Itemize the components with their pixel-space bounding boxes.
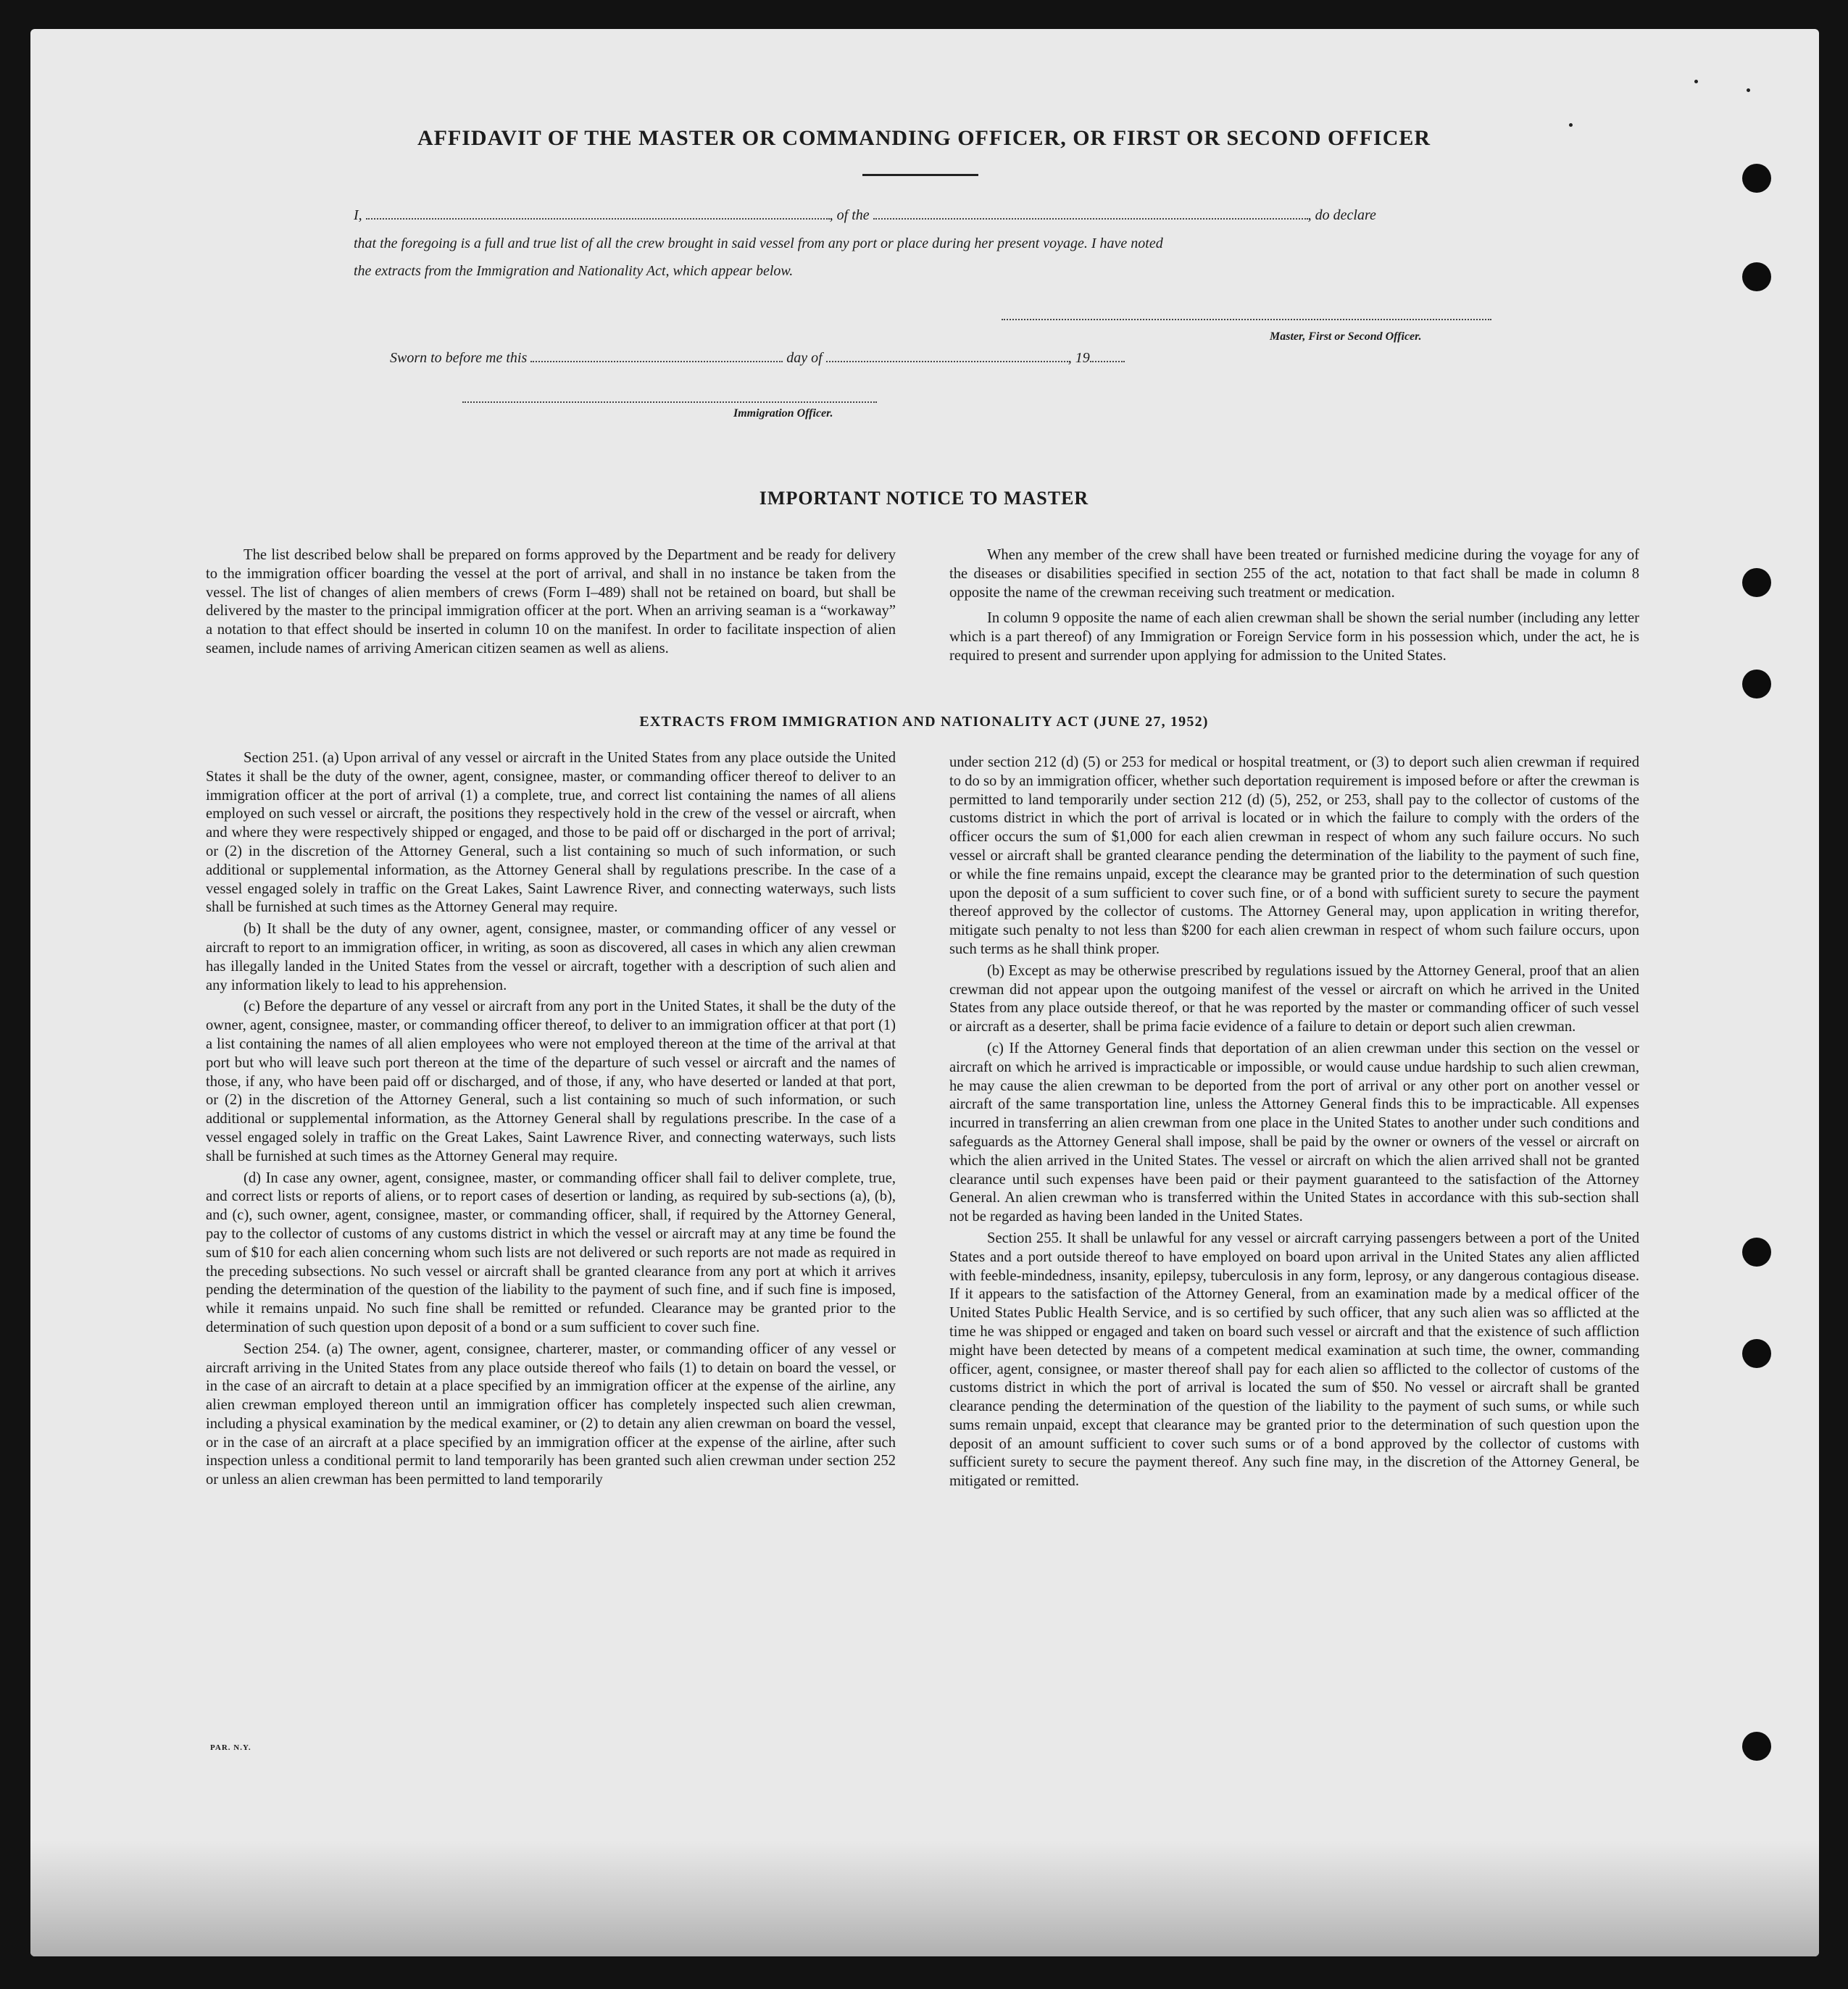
title-underline	[862, 174, 978, 176]
sworn-year: , 19	[1067, 350, 1090, 366]
statute-paragraph: (c) Before the departure of any vessel or aircraft from any port in the United States, it shall be the duty of the owner, agent, consignee, master, or commanding officer thereof, to deliver to an immigration officer at that port (1) a list containing the names of all alien employees who were not employed thereon at the time of the arrival at that port but who will leave such port thereon at the time of the departure of such vessel or aircraft and the names of those, if any, who have been paid off or discharged, and of those, if any, who have deserted or landed at that port, or (2) in the discretion of the Attorney General, such a list containing so much of such information, or such additional or supplemental information, as the Attorney General shall by regulations prescribe. In the case of a vessel engaged solely in traffic on the Great Lakes, Saint Lawrence River, and connecting waterways, such lists shall be furnished at such times as the Attorney General may require.	[206, 998, 896, 1164]
officer-signature-line[interactable]	[462, 401, 877, 403]
declaration-mid: , of the	[829, 207, 870, 223]
statute-paragraph: Section 255. It shall be unlawful for any vessel or aircraft carrying passengers between a port of the United States and a port outside thereof to have employed on board upon arrival in the United States any alien afflicted with feeble-mindedness, insanity, epilepsy, tuberculosis in any form, leprosy, or any dangerous contagious disease. If it appears to the satisfaction of the Attorney General, from an examination made by a medical officer of the United States Public Health Service, and is so certified by such officer, that any such alien was so afflicted at the time he was shipped or engaged and taken on board such vessel or aircraft and that the existence of such affliction might have been detected by means of a competent medical examination at such time, the owner, commanding officer, agent, consignee, or master thereof shall pay for each alien so afflicted to the collector of customs of the customs district in which the port of arrival is located the sum of $50. No vessel or aircraft shall be granted clearance pending the determination of the question of the liability to the payment of such sums, or while such sums remain unpaid, except that clearance may be granted prior to the determination of such question upon the deposit of an amount sufficient to cover such sums or of a bond approved by the collector of customs with sufficient surety to secure the payment thereof. Any such fine may, in the discretion of the Attorney General, be mitigated or remitted.	[949, 1230, 1639, 1490]
statute-paragraph: (c) If the Attorney General finds that deportation of an alien crewman under this section on the vessel or aircraft on which he arrived is impracticable or impossible, or would cause undue hardship to such alien crewman, he may cause the alien crewman to be deported from the port of arrival or any other port on another vessel or aircraft of the same transportation line, unless the Attorney General finds this to be impracticable. All expenses incurred in transferring an alien crewman from one place in the United States to another under such conditions and safeguards as the Attorney General shall impose, shall be paid by the owner or owners of the vessel or aircraft on which the alien arrived in the United States. The vessel or aircraft on which the alien arrived shall not be granted clearance until such expenses have been paid or their payment guaranteed to the satisfaction of the Attorney General. An alien crewman who is transferred within the United States in accordance with this sub-section shall not be regarded as having been landed in the United States.	[949, 1040, 1639, 1225]
officer-signature-caption: Immigration Officer.	[733, 407, 833, 420]
statute-paragraph: (b) It shall be the duty of any owner, agent, consignee, master, or commanding officer of any vessel or aircraft to report to an immigration officer, in writing, as soon as discovered, all cases in which any alien crewman has illegally landed in the United States from the vessel or aircraft, together with a description of such alien and any information likely to lead to his apprehension.	[206, 921, 896, 993]
affidavit-title: AFFIDAVIT OF THE MASTER OR COMMANDING OFFICER, OR FIRST OR SECOND OFFICER	[417, 126, 1431, 150]
month-blank[interactable]	[826, 351, 1068, 362]
binder-hole	[1742, 670, 1771, 699]
binder-hole	[1742, 262, 1771, 291]
extracts-title: EXTRACTS FROM IMMIGRATION AND NATIONALITY ACT (JUNE 27, 1952)	[639, 714, 1209, 730]
statute-paragraph: (b) Except as may be otherwise prescribed by regulations issued by the Attorney General, proof that an alien crewman did not appear upon the outgoing manifest of the vessel or aircraft on which he arrived in the United States from any place outside thereof, or that he was reported by the master or commanding officer of such vessel or aircraft as a deserter, shall be prima facie evidence of a failure to detain or deport such alien crewman.	[949, 962, 1639, 1035]
extracts-right-column	[949, 754, 1639, 1494]
master-signature-caption: Master, First or Second Officer.	[1270, 330, 1422, 343]
statute-paragraph: under section 212 (d) (5) or 253 for medical or hospital treatment, or (3) to deport such alien crewman if required to do so by an immigration officer, whether such deportation requirement is imposed before or after the crewman is permitted to land temporarily under section 212 (d) (5), 252, or 253, shall pay to the collector of customs of the customs district in which the port of arrival is located or in which the failure to comply with the orders of the officer occurs the sum of $1,000 for each alien crewman in respect of whom any such failure occurs. No such vessel or aircraft shall be granted clearance pending the determination of the liability to the payment of such fine, or while the fine remains unpaid, except the clearance may be granted prior to the determination of such question upon the deposit of a sum sufficient to cover such fine, or of a bond with sufficient surety to secure the payment thereof approved by the collector of customs. The Attorney General may, upon application in writing therefor, mitigate such penalty to not less than $200 for each alien crewman in respect of whom such failure occurs, upon such terms as he shall think proper.	[949, 754, 1639, 957]
declaration-line-2: that the foregoing is a full and true list of all the crew brought in said vessel from any port or place during her present voyage. I have noted	[354, 235, 1163, 251]
name-blank[interactable]	[366, 208, 830, 220]
ink-speck	[1694, 80, 1698, 83]
notice-title: IMPORTANT NOTICE TO MASTER	[759, 488, 1089, 509]
declaration-prefix: I,	[354, 207, 362, 223]
statute-paragraph: (d) In case any owner, agent, consignee, master, or commanding officer shall fail to deliver complete, true, and correct lists or reports of aliens, or to report cases of desertion or landing, as required by sub-sections (a), (b), and (c), such owner, agent, consignee, master, or commanding officer, shall, if required by the Attorney General, pay to the collector of customs of any customs district in which the vessel or aircraft may at any time be found the sum of $10 for each alien concerning whom such lists are not delivered or such reports are not made as required in the preceding subsections. No such vessel or aircraft shall be granted clearance from any port at which it arrives pending the determination of the question of the liability to the payment of such fine, and if such fine is imposed, while it remains unpaid. No such fine shall be remitted or refunded. Clearance may be granted prior to the determination of such question upon deposit of a bond or a sum sufficient to cover such fine.	[206, 1169, 896, 1335]
master-signature-line[interactable]	[1002, 319, 1491, 320]
year-blank[interactable]	[1090, 351, 1125, 362]
ink-speck	[1747, 88, 1750, 92]
statute-paragraph: Section 251. (a) Upon arrival of any vessel or aircraft in the United States from any place outside the United States it shall be the duty of the owner, agent, consignee, master, or commanding officer thereof to deliver to an immigration officer at the port of arrival (1) a complete, true, and correct list containing the names of all aliens employed on such vessel or aircraft, the positions they respectively hold in the crew of the vessel or aircraft, when and where they were respectively shipped or engaged, and those to be paid off or discharged in the port of arrival; or (2) in the discretion of the Attorney General, such a list containing so much of such information, or such additional or supplemental information, as the Attorney General shall by regulations prescribe. In the case of a vessel engaged solely in traffic on the Great Lakes, Saint Lawrence River, and connecting waterways, such lists shall be furnished at such times as the Attorney General may require.	[206, 750, 896, 916]
sworn-mid: day of	[786, 350, 823, 366]
day-blank[interactable]	[530, 351, 783, 362]
notice-right-column	[949, 546, 1639, 669]
binder-hole	[1742, 1238, 1771, 1267]
binder-hole	[1742, 1339, 1771, 1368]
notice-paragraph: The list described below shall be prepared on forms approved by the Department and be ready for delivery to the immigration officer boarding the vessel at the port of arrival, and shall in no instance be taken from the vessel. The list of changes of alien members of crews (Form I–489) shall not be retained on board, but shall be delivered by the master to the principal immigration officer at the port. When an arriving seaman is a “workaway” a notation to that effect should be inserted in column 10 on the manifest. In order to facilitate inspection of alien seamen, include names of arriving American citizen seamen as well as aliens.	[206, 547, 896, 656]
notice-paragraph: In column 9 opposite the name of each alien crewman shall be shown the serial number (including any letter which is a part thereof) of any Immigration or Foreign Service form in his possession which, under the act, he is required to present and surrender upon applying for admission to the United States.	[949, 610, 1639, 664]
declaration-suffix: , do declare	[1307, 207, 1376, 223]
notice-paragraph: When any member of the crew shall have been treated or furnished medicine during the voyage for any of the diseases or disabilities specified in section 255 of the act, notation to that fact shall be made in column 8 opposite the name of the crewman receiving such treatment or medication.	[949, 547, 1639, 601]
sworn-prefix: Sworn to before me this	[390, 350, 528, 366]
binder-hole	[1742, 164, 1771, 193]
binder-hole	[1742, 568, 1771, 597]
sworn-line	[390, 350, 1529, 367]
binder-hole	[1742, 1732, 1771, 1761]
declaration-line-3: the extracts from the Immigration and Nationality Act, which appear below.	[354, 263, 794, 279]
printer-mark: PAR. N.Y.	[210, 1743, 251, 1752]
sheet-bottom-shadow	[30, 1840, 1819, 1956]
declaration-line-1	[354, 207, 1493, 224]
extracts-left-column	[206, 749, 896, 1493]
notice-left-column	[206, 546, 896, 662]
vessel-blank[interactable]	[873, 208, 1308, 220]
statute-paragraph: Section 254. (a) The owner, agent, consignee, charterer, master, or commanding officer of any vessel or aircraft arriving in the United States from any place outside thereof who fails (1) to detain on board the vessel, or in the case of an aircraft to detain at a place specified by an immigration officer at the expense of the airline, any alien crewman employed thereon until an immigration officer has completely inspected such alien crewman, including a physical examination by the medical examiner, or (2) to detain any alien crewman on board the vessel, or in the case of an aircraft at a place specified by an immigration officer at the expense of the airline, after such inspection unless a conditional permit to land temporarily has been granted such alien crewman under section 252 or unless an alien crewman has been permitted to land temporarily	[206, 1340, 896, 1488]
